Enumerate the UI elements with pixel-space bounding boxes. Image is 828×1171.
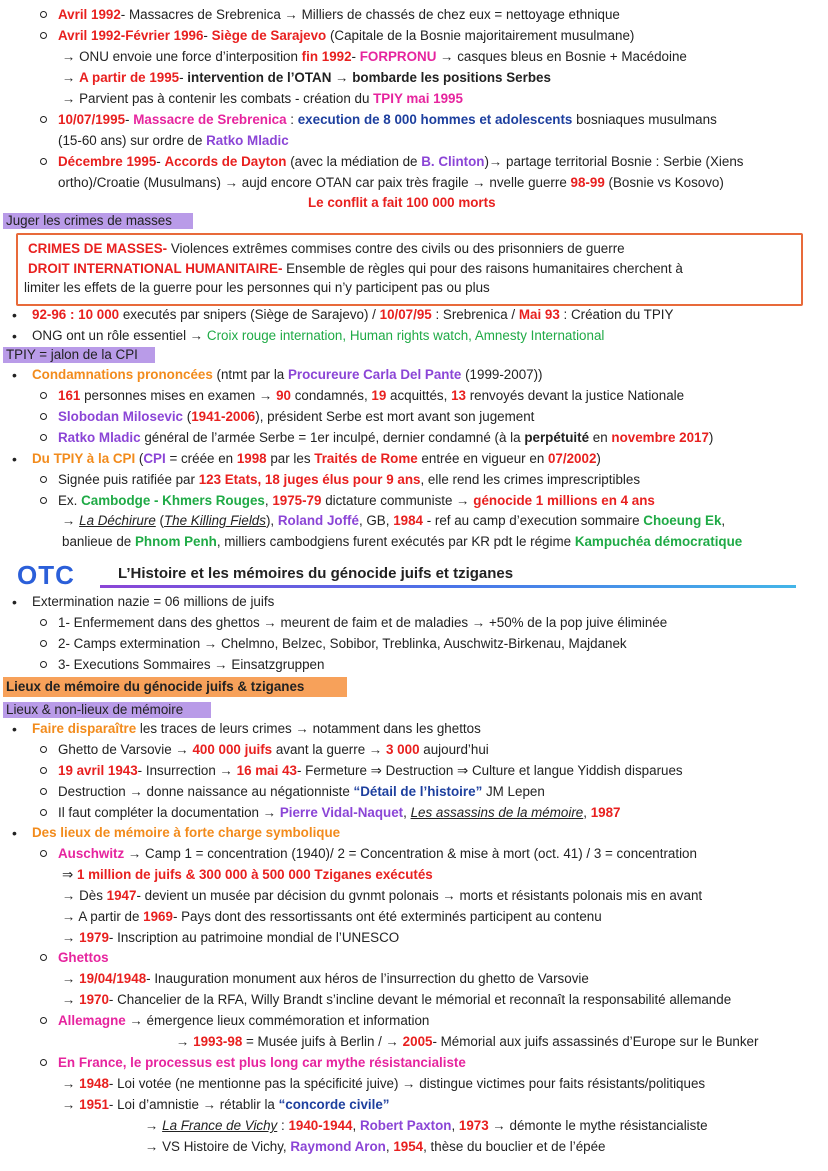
death-toll: Le conflit a fait 100 000 morts (308, 195, 496, 210)
note-line: Destruction → donne naissance au négationniste “Détail de l’histoire” JM Lepen (58, 784, 545, 799)
note-line: → Dès 1947- devient un musée par décision du gvnmt polonais → morts et résistants polonais mis en avant (62, 888, 703, 903)
note-line: ortho)/Croatie (Musulmans) → aujd encore OTAN car paix très fragile → nvelle guerre 98-99 (Bosnie vs Kosovo) (58, 175, 724, 190)
section-header: Lieux de mémoire du génocide juifs & tziganes (6, 679, 305, 694)
note-line: (15-60 ans) sur ordre de Ratko Mladic (58, 133, 289, 148)
note-line: • Du TPIY à la CPI (CPI = créée en 1998 par les Traités de Rome entrée en vigueur en 07/2002) (32, 450, 601, 468)
note-line: → VS Histoire de Vichy, Raymond Aron, 1954, thèse du bouclier et de l’épée (145, 1139, 606, 1154)
note-line: En France, le processus est plus long car mythe résistancialiste (58, 1055, 466, 1070)
note-line: Avril 1992- Massacres de Srebrenica → Milliers de chassés de chez eux = nettoyage ethnique (58, 7, 620, 22)
note-line: • Des lieux de mémoire à forte charge symbolique (32, 824, 340, 842)
definition-line: limiter les effets de la guerre pour les personnes qui n’y participent pas ou plus (24, 280, 490, 295)
note-line: → Parvient pas à contenir les combats - création du TPIY mai 1995 (62, 91, 463, 106)
note-line: → La France de Vichy : 1940-1944, Robert Paxton, 1973 → démonte le mythe résistancialiste (145, 1118, 708, 1133)
note-line: • Extermination nazie = 06 millions de juifs (32, 593, 274, 611)
note-line: • 92-96 : 10 000 executés par snipers (Siège de Sarajevo) / 10/07/95 : Srebrenica / Mai 93 : Création du TPIY (32, 306, 673, 324)
note-line: banlieue de Phnom Penh, milliers cambodgiens furent exécutés par KR pdt le régime Kampuchéa démocratique (62, 534, 743, 549)
note-line: Ratko Mladic général de l’armée Serbe = 1er inculpé, dernier condamné (à la perpétuité en novembre 2017) (58, 430, 714, 445)
note-line: → ONU envoie une force d’interposition fin 1992- FORPRONU → casques bleus en Bosnie + Macédoine (62, 49, 687, 64)
note-line: 3- Executions Sommaires → Einsatzgruppen (58, 657, 325, 672)
note-line: Ex. Cambodge - Khmers Rouges, 1975-79 dictature communiste → génocide 1 millions en 4 ans (58, 493, 655, 508)
note-line: 10/07/1995- Massacre de Srebrenica : execution de 8 000 hommes et adolescents bosniaques musulmans (58, 112, 717, 127)
note-line: • ONG ont un rôle essentiel → Croix rouge internation, Human rights watch, Amnesty International (32, 327, 604, 345)
note-line: 1- Enfermement dans des ghettos → meurent de faim et de maladies → +50% de la pop juive éliminée (58, 615, 668, 630)
note-line: Décembre 1995- Accords de Dayton (avec la médiation de B. Clinton)→ partage territorial Bosnie : Serbie (Xiens (58, 154, 744, 169)
note-line: Slobodan Milosevic (1941-2006), président Serbe est mort avant son jugement (58, 409, 535, 424)
note-line: Ghetto de Varsovie → 400 000 juifs avant la guerre → 3 000 aujourd’hui (58, 742, 489, 757)
note-line: ⇒ 1 million de juifs & 300 000 à 500 000 Tziganes exécutés (62, 867, 433, 882)
note-line: → 1948- Loi votée (ne mentionne pas la spécificité juive) → distingue victimes pour faits résistants/politiques (62, 1076, 706, 1091)
note-line: 19 avril 1943- Insurrection → 16 mai 43- Fermeture ⇒ Destruction ⇒ Culture et langue Yiddish disparues (58, 763, 683, 778)
note-line: → 1979- Inscription au patrimoine mondial de l’UNESCO (62, 930, 400, 945)
note-line: → 1993-98 = Musée juifs à Berlin / → 2005- Mémorial aux juifs assassinés d’Europe sur le Bunker (176, 1034, 759, 1049)
note-line: → 1970- Chancelier de la RFA, Willy Brandt s’incline devant le mémorial et reconnaît la responsabilité allemande (62, 992, 732, 1007)
section-header: Juger les crimes de masses (6, 213, 172, 228)
note-line: 2- Camps extermination → Chelmno, Belzec, Sobibor, Treblinka, Auschwitz-Birkenau, Majdanek (58, 636, 627, 651)
otc-label: OTC (17, 560, 75, 590)
note-line: Ghettos (58, 950, 109, 965)
note-line: Il faut compléter la documentation → Pierre Vidal-Naquet, Les assassins de la mémoire, 1987 (58, 805, 621, 820)
definition-line: DROIT INTERNATIONAL HUMANITAIRE- Ensemble de règles qui pour des raisons humanitaires cherchent à (28, 261, 683, 276)
title-underline (100, 585, 796, 588)
subsection-header: Lieux & non-lieux de mémoire (6, 702, 184, 717)
note-line: → A partir de 1995- intervention de l’OTAN → bombarde les positions Serbes (62, 70, 551, 85)
note-line: → 1951- Loi d’amnistie → rétablir la “concorde civile” (62, 1097, 390, 1112)
note-line: → A partir de 1969- Pays dont des ressortissants ont été exterminés participent au contenu (62, 909, 602, 924)
chapter-title: L’Histoire et les mémoires du génocide juifs et tziganes (118, 565, 514, 582)
note-line: → 19/04/1948- Inauguration monument aux héros de l’insurrection du ghetto de Varsovie (62, 971, 589, 986)
note-line: Signée puis ratifiée par 123 Etats, 18 juges élus pour 9 ans, elle rend les crimes imprescriptibles (58, 472, 641, 487)
note-line: Auschwitz → Camp 1 = concentration (1940)/ 2 = Concentration & mise à mort (oct. 41) / 3 = concentration (58, 846, 697, 861)
note-line: 161 personnes mises en examen → 90 condamnés, 19 acquittés, 13 renvoyés devant la justice Nationale (58, 388, 685, 403)
definition-line: CRIMES DE MASSES- Violences extrêmes commises contre des civils ou des prisonniers de guerre (28, 241, 625, 256)
note-line: Avril 1992-Février 1996- Siège de Sarajevo (Capitale de la Bosnie majoritairement musulmane) (58, 28, 635, 43)
note-line: Allemagne → émergence lieux commémoration et information (58, 1013, 430, 1028)
note-line: • Condamnations prononcées (ntmt par la Procureure Carla Del Pante (1999-2007)) (32, 366, 543, 384)
note-line: • Faire disparaître les traces de leurs crimes → notamment dans les ghettos (32, 720, 481, 738)
section-header: TPIY = jalon de la CPI (6, 347, 138, 362)
note-line: → La Déchirure (The Killing Fields), Roland Joffé, GB, 1984 - ref au camp d’execution sommaire Choeung Ek, (62, 513, 726, 528)
